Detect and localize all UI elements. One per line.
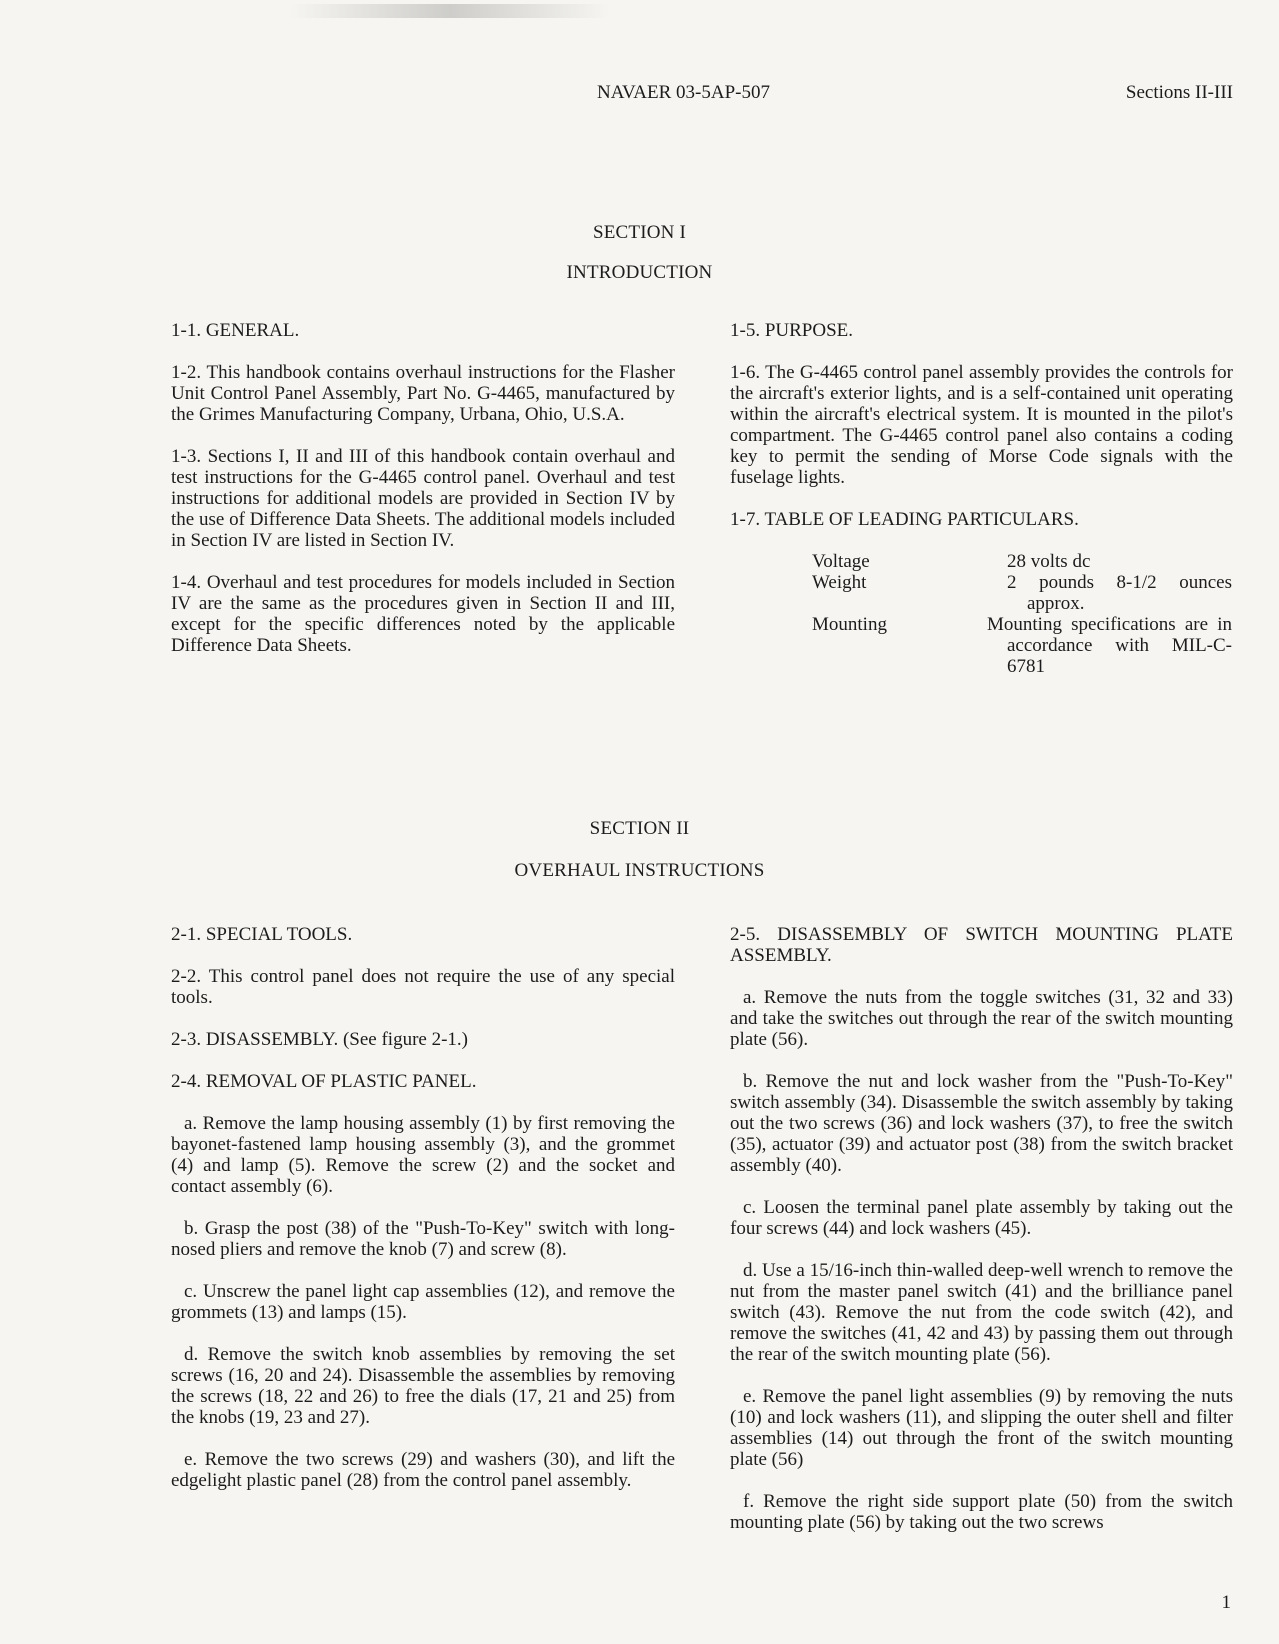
section-2-left-column bbox=[171, 924, 675, 1491]
heading-1-7: 1-7. TABLE OF LEADING PARTICULARS. bbox=[730, 509, 1079, 530]
document-number: NAVAER 03-5AP-507 bbox=[597, 82, 770, 103]
step-2-4-b: b. Grasp the post (38) of the "Push-To-Key" switch with long-nosed pliers and remove the knob (7) and screw (8). bbox=[171, 1218, 675, 1260]
particular-value: Mounting specifications are in accordance with MIL-C-6781 bbox=[987, 614, 1232, 677]
heading-1-1: 1-1. GENERAL. bbox=[171, 320, 300, 341]
step-2-5-d: d. Use a 15/16-inch thin-walled deep-well wrench to remove the nut from the master panel switch (41) and the brilliance panel switch (43). Remove the nut from the code switch (42), and remove the switches (41, 42 and 43) by passing them out through the rear of the switch mounting plate (56). bbox=[730, 1260, 1233, 1365]
paragraph-1-6: 1-6. The G-4465 control panel assembly provides the controls for the aircraft's exterior lights, and is a self-contained unit operating within the aircraft's electrical system. It is mounted in the pilot's compartment. The G-4465 control panel also contains a coding key to permit the sending of Morse Code signals with the fuselage lights. bbox=[730, 362, 1233, 488]
heading-2-1: 2-1. SPECIAL TOOLS. bbox=[171, 924, 353, 945]
section-2-subtitle: OVERHAUL INSTRUCTIONS bbox=[514, 860, 765, 881]
section-1-left-column bbox=[171, 320, 675, 656]
particular-label: Voltage bbox=[812, 551, 870, 572]
scan-artifact bbox=[290, 4, 610, 18]
step-2-5-b: b. Remove the nut and lock washer from the "Push-To-Key" switch assembly (34). Disassemble the switch assembly by taking out the two screws (36) and lock washers (37), to free the switch (35), actuator (39) and actuator post (38) from the switch bracket assembly (40). bbox=[730, 1071, 1233, 1176]
heading-2-3: 2-3. DISASSEMBLY. (See figure 2-1.) bbox=[171, 1029, 468, 1050]
table-row bbox=[812, 551, 1232, 572]
section-1-title: SECTION I bbox=[592, 222, 687, 243]
section-range: Sections II-III bbox=[1125, 82, 1233, 103]
step-2-4-e: e. Remove the two screws (29) and washers (30), and lift the edgelight plastic panel (28) from the control panel assembly. bbox=[171, 1449, 675, 1491]
paragraph-1-3: 1-3. Sections I, II and III of this handbook contain overhaul and test instructions for the G-4465 control panel. Overhaul and test instructions for additional models are provided in Section IV by the use of Difference Data Sheets. The additional models included in Section IV are listed in Section IV. bbox=[171, 446, 675, 551]
step-2-4-d: d. Remove the switch knob assemblies by removing the set screws (16, 20 and 24). Disassemble the assemblies by removing the screws (18, 22 and 26) to free the dials (17, 21 and 25) from the knobs (19, 23 and 27). bbox=[171, 1344, 675, 1428]
step-2-5-c: c. Loosen the terminal panel plate assembly by taking out the four screws (44) and lock washers (45). bbox=[730, 1197, 1233, 1239]
step-2-4-a: a. Remove the lamp housing assembly (1) by first removing the bayonet-fastened lamp housing assembly (3), and the grommet (4) and lamp (5). Remove the screw (2) and the socket and contact assembly (6). bbox=[171, 1113, 675, 1197]
paragraph-2-2: 2-2. This control panel does not require the use of any special tools. bbox=[171, 966, 675, 1008]
particular-label: Mounting bbox=[812, 614, 887, 635]
page-number: 1 bbox=[1221, 1592, 1231, 1613]
section-1-subtitle: INTRODUCTION bbox=[566, 262, 713, 283]
section-1-right-column bbox=[730, 320, 1233, 677]
particular-value: 2 pounds 8-1/2 ounces approx. bbox=[1007, 572, 1232, 614]
leading-particulars-table bbox=[812, 551, 1232, 677]
particular-value: 28 volts dc bbox=[1007, 551, 1091, 572]
step-2-5-a: a. Remove the nuts from the toggle switches (31, 32 and 33) and take the switches out through the rear of the switch mounting plate (56). bbox=[730, 987, 1233, 1050]
table-row bbox=[812, 614, 1232, 677]
section-2-title: SECTION II bbox=[589, 818, 690, 839]
table-row bbox=[812, 572, 1232, 614]
heading-1-5: 1-5. PURPOSE. bbox=[730, 320, 853, 341]
section-2-right-column bbox=[730, 924, 1233, 1533]
particular-label: Weight bbox=[812, 572, 867, 593]
heading-2-5: 2-5. DISASSEMBLY OF SWITCH MOUNTING PLATE ASSEMBLY. bbox=[730, 924, 1233, 966]
paragraph-1-2: 1-2. This handbook contains overhaul instructions for the Flasher Unit Control Panel Assembly, Part No. G-4465, manufactured by the Grimes Manufacturing Company, Urbana, Ohio, U.S.A. bbox=[171, 362, 675, 425]
step-2-5-e: e. Remove the panel light assemblies (9) by removing the nuts (10) and lock washers (11), and slipping the outer shell and filter assemblies (14) out through the front of the switch mounting plate (56) bbox=[730, 1386, 1233, 1470]
step-2-4-c: c. Unscrew the panel light cap assemblies (12), and remove the grommets (13) and lamps (15). bbox=[171, 1281, 675, 1323]
heading-2-4: 2-4. REMOVAL OF PLASTIC PANEL. bbox=[171, 1071, 477, 1092]
paragraph-1-4: 1-4. Overhaul and test procedures for models included in Section IV are the same as the procedures given in Section II and III, except for the specific differences noted by the applicable Difference Data Sheets. bbox=[171, 572, 675, 656]
step-2-5-f: f. Remove the right side support plate (50) from the switch mounting plate (56) by taking out the two screws bbox=[730, 1491, 1233, 1533]
